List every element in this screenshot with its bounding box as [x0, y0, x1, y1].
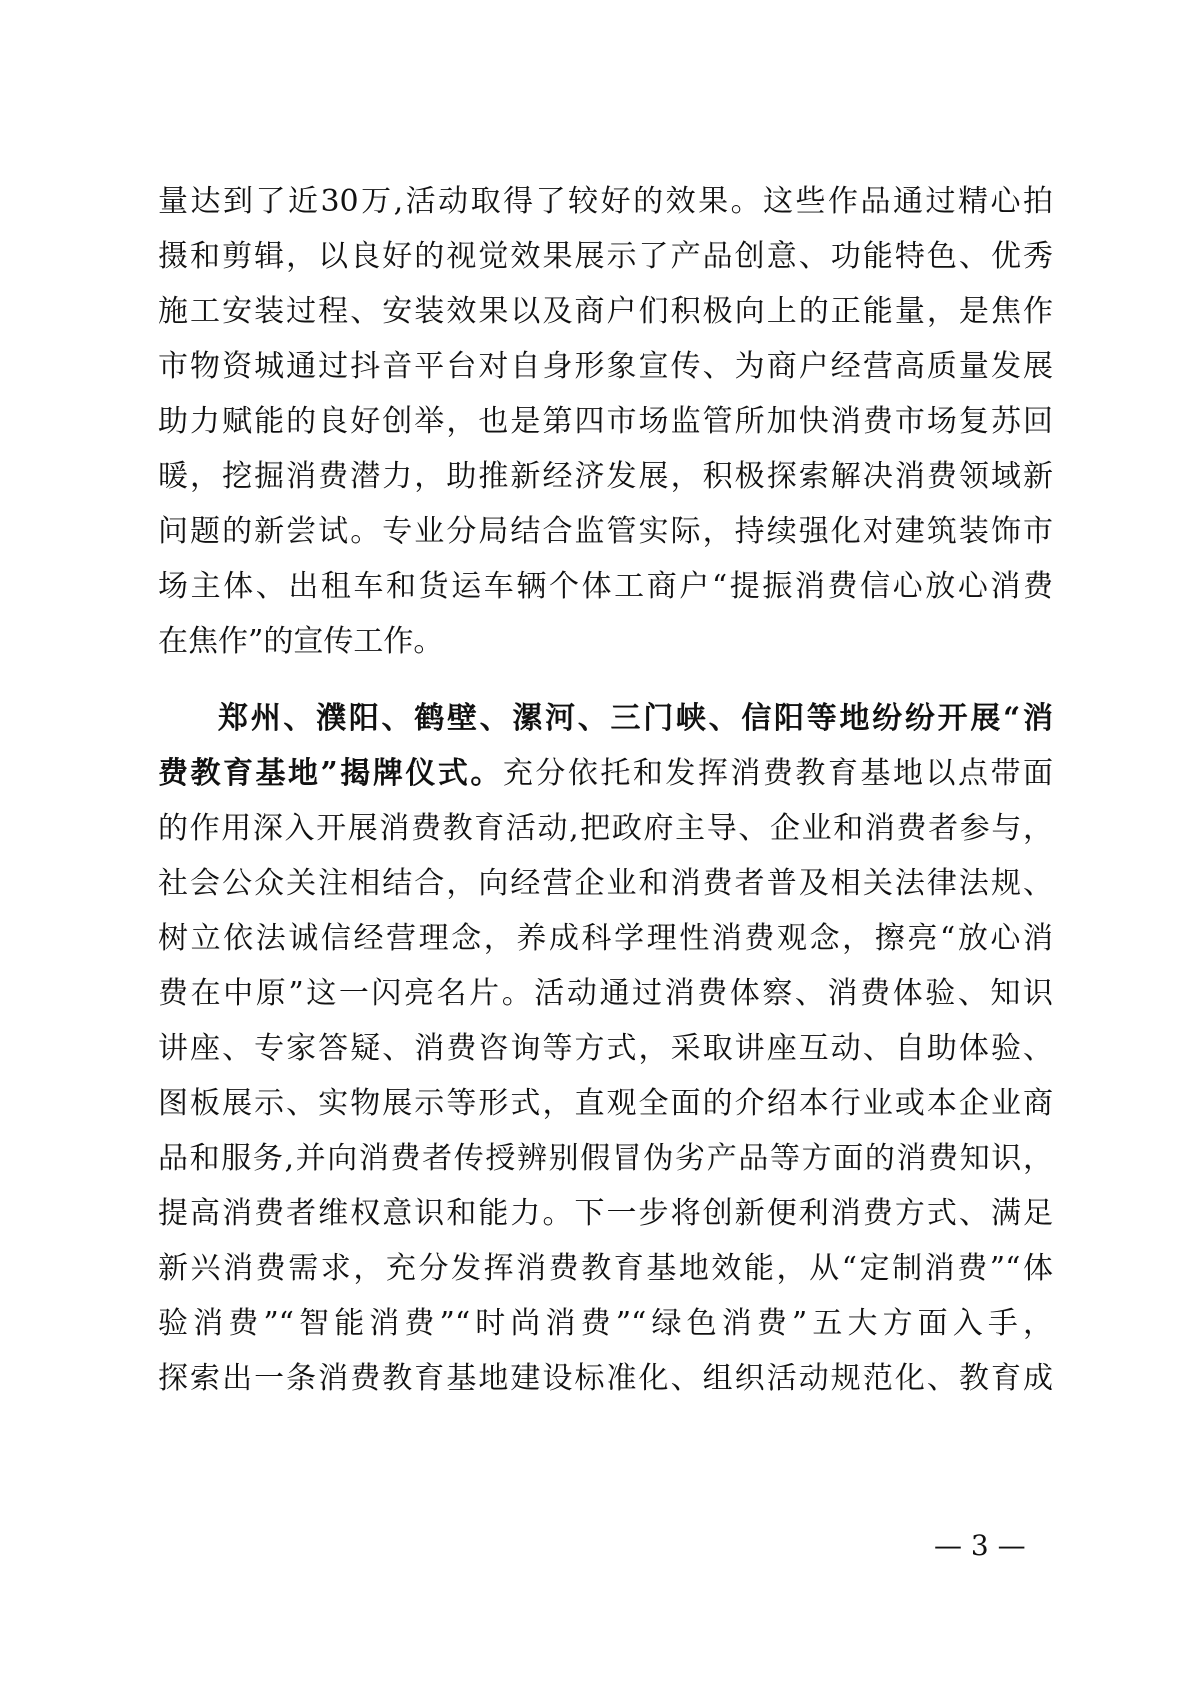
paragraph-2: [158, 691, 1053, 1406]
paragraph-2-line: 验消费”“智能消费”“时尚消费”“绿色消费”五大方面入手，: [158, 1306, 1053, 1341]
paragraph-2-heading-line: 郑州、濮阳、鹤壁、漯河、三门峡、信阳等地纷纷开展“消: [218, 701, 1053, 736]
paragraph-2-line: 提高消费者维权意识和能力。下一步将创新便利消费方式、满足: [158, 1196, 1053, 1231]
paragraph-1-line: 暖，挖掘消费潜力，助推新经济发展，积极探索解决消费领域新: [158, 459, 1053, 494]
paragraph-1-line: 量达到了近30万,活动取得了较好的效果。这些作品通过精心拍: [158, 184, 1053, 219]
paragraph-2-line: [158, 746, 1053, 801]
paragraph-1-line: 问题的新尝试。专业分局结合监管实际，持续强化对建筑装饰市: [158, 514, 1053, 549]
paragraph-1-line: 在焦作”的宣传工作。: [158, 624, 444, 659]
paragraph-2-heading-end: 费教育基地”揭牌仪式。: [158, 756, 503, 791]
paragraph-1-line: 市物资城通过抖音平台对自身形象宣传、为商户经营高质量发展: [158, 349, 1053, 384]
paragraph-1-line: 助力赋能的良好创举，也是第四市场监管所加快消费市场复苏回: [158, 404, 1053, 439]
paragraph-2-line: 探索出一条消费教育基地建设标准化、组织活动规范化、教育成: [158, 1361, 1053, 1396]
paragraph-1: [158, 174, 1053, 669]
page-number: — 3 —: [934, 1529, 1026, 1562]
paragraph-2-line: 品和服务,并向消费者传授辨别假冒伪劣产品等方面的消费知识，: [158, 1141, 1053, 1176]
paragraph-2-line-text: 充分依托和发挥消费教育基地以点带面: [502, 756, 1053, 791]
paragraph-2-line: 树立依法诚信经营理念，养成科学理性消费观念，擦亮“放心消: [158, 921, 1053, 956]
paragraph-2-line: 图板展示、实物展示等形式，直观全面的介绍本行业或本企业商: [158, 1086, 1053, 1121]
paragraph-2-line: 社会公众关注相结合，向经营企业和消费者普及相关法律法规、: [158, 866, 1053, 901]
paragraph-2-line: 费在中原”这一闪亮名片。活动通过消费体察、消费体验、知识: [158, 976, 1053, 1011]
paragraph-1-line: 施工安装过程、安装效果以及商户们积极向上的正能量，是焦作: [158, 294, 1053, 329]
paragraph-2-line: 的作用深入开展消费教育活动,把政府主导、企业和消费者参与，: [158, 811, 1053, 846]
paragraph-1-line: 摄和剪辑，以良好的视觉效果展示了产品创意、功能特色、优秀: [158, 239, 1053, 274]
paragraph-1-line: 场主体、出租车和货运车辆个体工商户“提振消费信心放心消费: [158, 569, 1053, 604]
paragraph-2-line: 讲座、专家答疑、消费咨询等方式，采取讲座互动、自助体验、: [158, 1031, 1053, 1066]
paragraph-2-line: 新兴消费需求，充分发挥消费教育基地效能，从“定制消费”“体: [158, 1251, 1053, 1286]
